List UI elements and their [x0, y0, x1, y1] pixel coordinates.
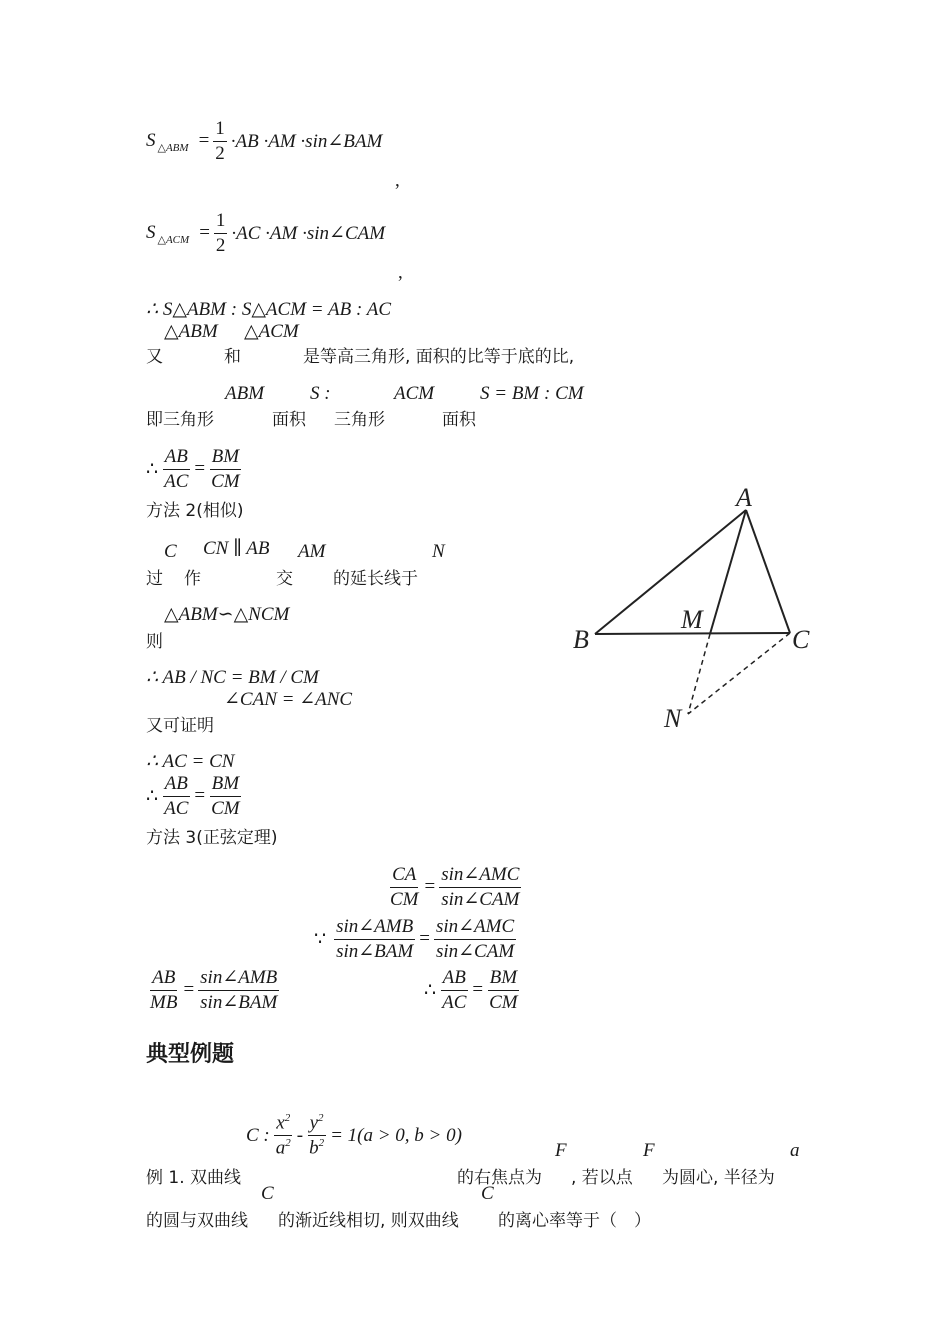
segment-ac: [746, 510, 790, 633]
text-area-2: 面积: [442, 410, 476, 430]
label-c: C: [792, 625, 810, 654]
area-subscript: △ACM: [157, 233, 190, 246]
angle-equality: ∠CAN = ∠ANC: [224, 689, 353, 710]
example-text-7: 的离心率等于（ ）: [498, 1211, 651, 1231]
equals: =: [199, 222, 210, 244]
triangle-acm: △ACM: [244, 321, 299, 342]
example-text-6: 的渐近线相切, 则双曲线: [278, 1211, 459, 1231]
segment-ab: [595, 510, 746, 634]
conclusion-1: ∴ $\frac{AB}{AC}$ = $\frac{BM}{CM}$: [146, 446, 240, 492]
sine-ratio-1: $\frac{CA}{CM}$ = $\frac{\text{sin∠AMC}}{\text{sin∠CAM}}$: [390, 864, 520, 910]
math-ratio: S = BM : CM: [480, 383, 584, 404]
math-c: C: [164, 541, 177, 562]
area-symbol: S: [146, 222, 156, 244]
example-text-1: 例 1. 双曲线: [146, 1168, 242, 1188]
similar-triangles: △ABM∽△NCM: [164, 604, 290, 625]
text-equal-height: 是等高三角形, 面积的比等于底的比,: [303, 347, 575, 367]
math-c2: C: [481, 1183, 494, 1204]
example-text-3: , 若以点: [571, 1168, 633, 1188]
comma: ,: [395, 170, 400, 191]
area-ratio-line: ∴ S△ABM : S△ACM = AB : AC: [146, 299, 391, 320]
math-acm: ACM: [394, 383, 435, 404]
text-triangle: 即三角形: [146, 410, 214, 430]
label-b: B: [573, 625, 589, 654]
segment-mn-dashed: [688, 634, 710, 714]
half-fraction: $\frac{1}{2}$: [215, 118, 225, 164]
triangle-abm: △ABM: [164, 321, 218, 342]
text-you: 又: [146, 347, 163, 367]
comma: ,: [398, 262, 403, 283]
math-f1: F: [555, 1140, 567, 1161]
area-subscript: △ABM: [157, 141, 189, 154]
text-he: 和: [224, 347, 241, 367]
area-formula-abm: [146, 118, 382, 165]
area-rhs: ·AC ·AM ·sin∠CAM: [231, 222, 386, 244]
ac-equals-cn: ∴ AC = CN: [146, 751, 235, 772]
method-3-title: 方法 3(正弦定理): [146, 828, 278, 848]
label-n: N: [664, 704, 682, 733]
hyperbola-equation: C : $\frac{x^2}{a^2}$ - $\frac{y^2}{b^2}$ = 1(a > 0, b > 0): [246, 1112, 462, 1159]
segment-cn-dashed: [688, 633, 790, 714]
example-text-2: 的右焦点为: [457, 1168, 542, 1188]
segment-am: [710, 510, 746, 634]
text-jiao: 交: [276, 569, 293, 589]
example-text-4: 为圆心, 半径为: [662, 1168, 775, 1188]
sine-conclusion: ∴ $\frac{AB}{AC}$ = $\frac{BM}{CM}$: [424, 967, 518, 1013]
math-am: AM: [298, 541, 326, 562]
conclusion-2: ∴ $\frac{AB}{AC}$ = $\frac{BM}{CM}$: [146, 773, 240, 819]
math-cn-parallel-ab: CN ∥ AB: [203, 538, 270, 559]
math-a: a: [790, 1140, 800, 1161]
proportion-line: ∴ AB / NC = BM / CM: [146, 667, 319, 688]
area-formula-acm: [146, 210, 385, 257]
label-a: A: [736, 483, 752, 512]
method-2-title: 方法 2(相似): [146, 501, 244, 521]
math-abm: ABM: [225, 383, 265, 404]
section-heading: 典型例题: [146, 1042, 235, 1067]
text-triangle-2: 三角形: [334, 410, 385, 430]
area-rhs: ·AB ·AM ·sin∠BAM: [230, 130, 383, 152]
sine-ratio-2: ∵ $\frac{\text{sin∠AMB}}{\text{sin∠BAM}}$ = $\frac{\text{sin∠AMC}}{\text{sin∠CAM}}$: [314, 916, 515, 962]
area-symbol: S: [146, 130, 156, 152]
triangle-figure: [560, 470, 830, 750]
sine-ratio-3: $\frac{AB}{MB}$ = $\frac{\text{sin∠AMB}}{\text{sin∠BAM}}$: [150, 967, 278, 1013]
example-text-5: 的圆与双曲线: [146, 1211, 248, 1231]
text-ze: 则: [146, 632, 163, 652]
math-f2: F: [643, 1140, 655, 1161]
half-fraction: $\frac{1}{2}$: [215, 210, 226, 256]
text-guo: 过: [146, 569, 163, 589]
text-zuo: 作: [184, 569, 201, 589]
text-extension: 的延长线于: [333, 569, 418, 589]
math-s: S :: [310, 383, 331, 404]
math-c1: C: [261, 1183, 274, 1204]
math-n: N: [432, 541, 445, 562]
label-m: M: [681, 605, 703, 634]
text-can-prove: 又可证明: [146, 716, 214, 736]
text-area: 面积: [272, 410, 306, 430]
equals: =: [198, 130, 210, 152]
